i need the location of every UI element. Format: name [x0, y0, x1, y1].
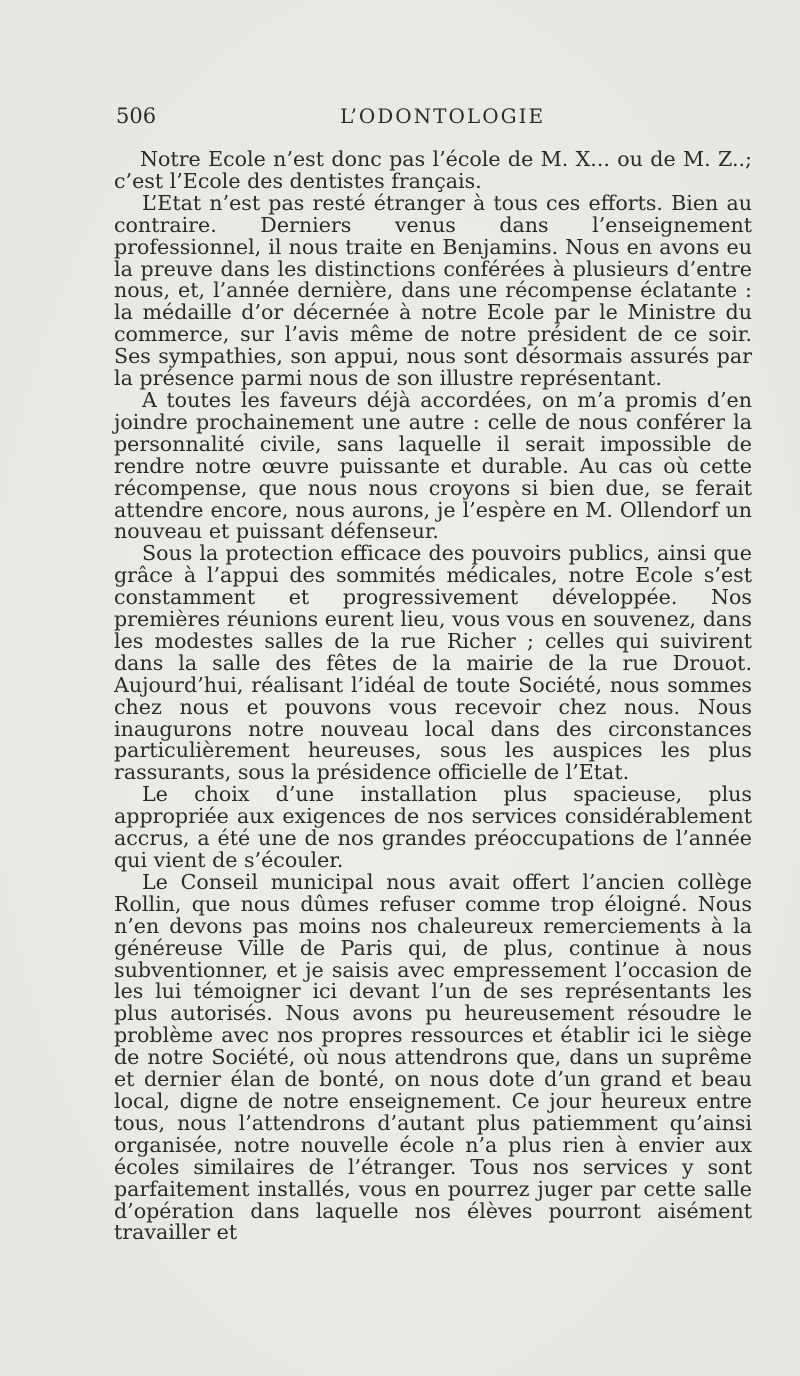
paragraph: L’Etat n’est pas resté étranger à tous ces efforts. Bien au contraire. Derniers venus dans l’enseignement professionnel, il nous traite en Benjamins. Nous en avons eu la preuve dans les distinctions conférées à plusieurs d’entre nous, et, l’année dernière, dans une récompense éclatante : la médaille d’or décernée à notre Ecole par le Ministre du commerce, sur l’avis même de notre président de ce soir. Ses sympathies, son appui, nous sont désormais assurés par la présence parmi nous de son illustre représentant. [114, 190, 752, 391]
running-title: L’ODONTOLOGIE [340, 104, 546, 128]
page-header [116, 104, 756, 134]
paragraph: Le choix d’une installation plus spacieuse, plus appropriée aux exigences de nos services considérablement accrus, a été une de nos grandes préoccupations de l’année qui vient de s’écouler. [114, 782, 752, 872]
paragraph: A toutes les faveurs déjà accordées, on m’a promis d’en joindre prochainement une autre : celle de nous conférer la personnalité civile, sans laquelle il serait impossible de rendre notre œuvre puissante et durable. Au cas où cette récompense, que nous nous croyons si bien due, se ferait attendre encore, nous aurons, je l’espère en M. Ollendorf un nouveau et puissant défenseur. [114, 387, 752, 544]
paragraph: Sous la protection efficace des pouvoirs publics, ainsi que grâce à l’appui des sommités médicales, notre Ecole s’est constamment et progressivement développée. Nos premières réunions eurent lieu, vous vous en souvenez, dans les modestes salles de la rue Richer ; celles qui suivirent dans la salle des fêtes de la mairie de la rue Drouot. Aujourd’hui, réalisant l’idéal de toute Société, nous sommes chez nous et pouvons vous recevoir chez nous. Nous inaugurons notre nouveau local dans des circonstances particulièrement heureuses, sous les auspices les plus rassurants, sous la présidence officielle de l’Etat. [114, 541, 752, 785]
page-number: 506 [116, 104, 157, 128]
body-text [114, 149, 752, 1244]
paragraph: Notre Ecole n’est donc pas l’école de M. X... ou de M. Z..; c’est l’Ecole des dentistes français. [114, 147, 752, 193]
paragraph: Le Conseil municipal nous avait offert l’ancien collège Rollin, que nous dûmes refuser comme trop éloigné. Nous n’en devons pas moins nos chaleureux remerciements à la généreuse Ville de Paris qui, de plus, continue à nous subventionner, et je saisis avec empressement l’occasion de les lui témoigner ici devant l’un de ses représentants les plus autorisés. Nous avons pu heureusement résoudre le problème avec nos propres ressources et établir ici le siège de notre Société, où nous attendrons que, dans un suprême et dernier élan de bonté, on nous dote d’un grand et beau local, digne de notre enseignement. Ce jour heureux entre tous, nous l’attendrons d’autant plus patiemment qu’ainsi organisée, notre nouvelle école n’a plus rien à envier aux écoles similaires de l’étranger. Tous nos services y sont parfaitement installés, vous en pourrez juger par cette salle d’opération dans laquelle nos élèves pourront aisément travailler et [114, 869, 752, 1245]
